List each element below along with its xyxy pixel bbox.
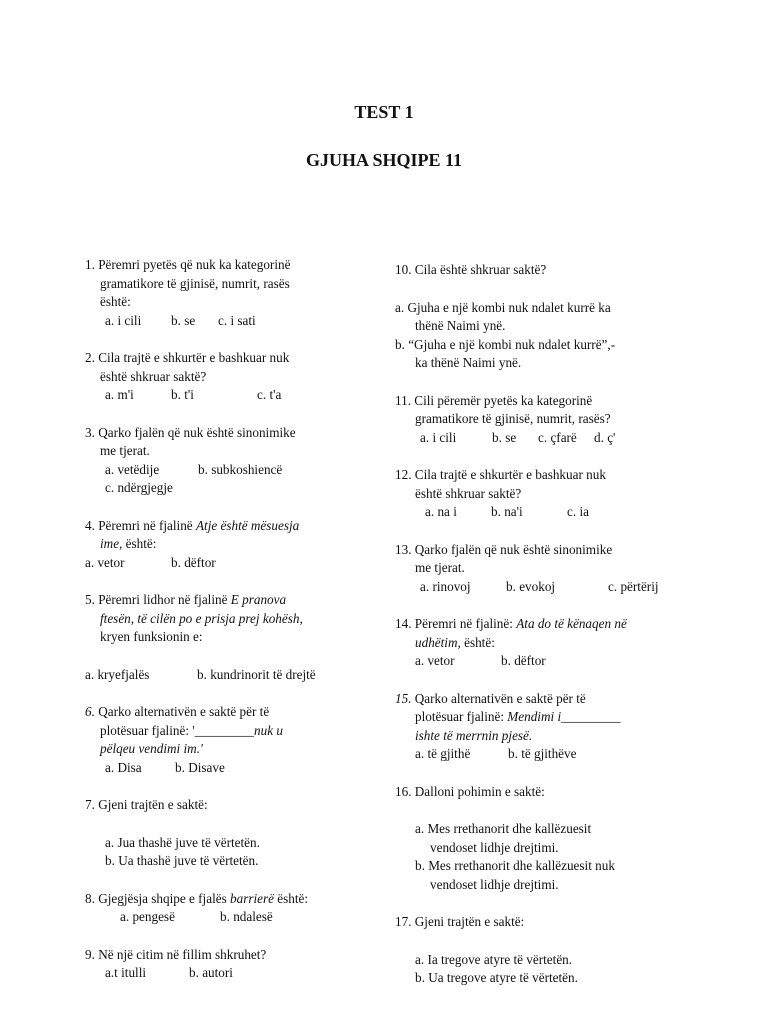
option-a[interactable]: a. i cili [420, 429, 457, 445]
question-7 [85, 796, 375, 871]
question-text [395, 634, 695, 653]
question-11 [395, 392, 695, 448]
option-b[interactable]: b. na'i [491, 504, 523, 519]
answer-options [395, 652, 695, 671]
quoted-sentence: pëlqeu vendimi im.' [100, 741, 203, 756]
option-b[interactable]: b. kundrinorit të drejtë [197, 666, 316, 682]
option-b[interactable]: b. Disave [175, 759, 225, 775]
quoted-sentence: udhëtim, [415, 634, 461, 650]
option-d[interactable]: d. ç' [594, 429, 616, 445]
question-14 [395, 615, 695, 671]
question-text [395, 708, 695, 727]
question-5 [85, 591, 375, 684]
option-b[interactable]: b. subkoshiencë [198, 461, 283, 477]
question-15 [395, 690, 695, 764]
fill-blank[interactable]: _________ [194, 722, 255, 738]
option-b[interactable]: b. se [492, 429, 517, 445]
answer-options [85, 666, 375, 685]
option-a[interactable]: a. Gjuha e një kombi nuk ndalet kurrë ka [395, 299, 611, 315]
answer-options [85, 759, 375, 778]
question-text [85, 591, 375, 610]
answer-options [85, 964, 375, 983]
question-text: me tjerat. [100, 443, 150, 458]
option-a[interactable]: a. Disa [105, 759, 142, 775]
quoted-sentence: Mendimi i [507, 709, 562, 724]
question-text [85, 517, 375, 536]
test-subtitle: GJUHA SHQIPE 11 [305, 150, 463, 170]
quoted-sentence: Ata do të kënaqen në [516, 616, 627, 631]
question-text: 4. Përemri në fjalinë [85, 517, 196, 533]
question-3 [85, 424, 375, 498]
answer-options [85, 479, 375, 498]
option-b-continued: ka thënë Naimi ynë. [415, 355, 522, 370]
question-10 [395, 261, 695, 373]
option-b[interactable]: b. “Gjuha e një kombi nuk ndalet kurrë”,- [395, 336, 616, 352]
option-a[interactable]: a. pengesë [120, 909, 175, 924]
answer-options [85, 386, 375, 405]
option-a-continued: vendoset lidhje drejtimi. [430, 839, 559, 855]
option-a[interactable]: a. vetor [85, 554, 125, 570]
answer-options [395, 503, 695, 522]
quoted-sentence: ime, [100, 536, 123, 551]
option-a[interactable]: a. i cili [105, 312, 142, 328]
answer-options [395, 578, 695, 597]
question-6 [85, 703, 375, 777]
quoted-word: barrierë [230, 890, 274, 906]
quoted-sentence: nuk u [254, 722, 283, 738]
option-c[interactable]: c. çfarë [538, 429, 577, 445]
option-c[interactable]: c. ia [567, 504, 589, 519]
option-a-continued: thënë Naimi ynë. [415, 318, 506, 333]
option-a[interactable]: a. na i [425, 504, 457, 519]
question-text: 13. Qarko fjalën që nuk është sinonimike [395, 541, 613, 557]
question-text: është: [100, 294, 131, 309]
question-text: 14. Përemri në fjalinë: [395, 616, 517, 631]
option-a[interactable]: a. rinovoj [420, 578, 471, 594]
test-title: TEST 1 [354, 102, 414, 122]
option-b-continued: vendoset lidhje drejtimi. [430, 876, 559, 892]
question-text: 16. Dalloni pohimin e saktë: [395, 783, 545, 799]
question-8 [85, 890, 375, 927]
option-b[interactable]: b. dëftor [501, 653, 546, 668]
left-column [85, 256, 375, 983]
quoted-sentence: Atje është mësuesja [195, 517, 300, 533]
question-text [85, 703, 375, 722]
question-text: 10. Cila është shkruar saktë? [395, 262, 547, 277]
question-4 [85, 517, 375, 573]
option-a[interactable]: a.t itulli [105, 965, 147, 980]
question-text: gramatikore të gjinisë, numrit, rasës? [415, 411, 611, 426]
answer-options [85, 554, 375, 573]
option-a[interactable]: a. Ia tregove atyre të vërtetën. [415, 951, 573, 967]
option-c[interactable]: c. përtërij [608, 578, 659, 594]
option-b[interactable]: b. Mes rrethanorit dhe kallëzuesit nuk [415, 858, 615, 873]
option-b[interactable]: b. Ua tregove atyre të vërtetën. [415, 970, 578, 985]
question-text [395, 615, 695, 634]
answer-options [395, 429, 695, 448]
answer-options [395, 745, 695, 764]
question-text [85, 722, 375, 741]
question-text: 2. Cila trajtë e shkurtër e bashkuar nuk [85, 350, 290, 365]
question-text [85, 535, 375, 554]
option-a[interactable]: a. vetor [415, 653, 455, 668]
option-b[interactable]: b. t'i [171, 387, 194, 402]
question-text: 8. Gjegjësja shqipe e fjalës [85, 890, 231, 906]
quoted-sentence: E pranova [230, 592, 287, 607]
question-text: Qarko alternativën e saktë për të [411, 690, 586, 706]
question-text: është shkruar saktë? [415, 485, 522, 501]
question-text: është: [460, 634, 495, 650]
question-text: Qarko alternativën e saktë për të [94, 704, 270, 719]
option-a[interactable]: a. të gjithë [415, 746, 471, 761]
question-number: 15. [395, 690, 412, 706]
option-b[interactable]: b. autori [189, 965, 233, 980]
question-text: 1. Përemri pyetës që nuk ka kategorinë [85, 257, 291, 272]
question-text: është: [122, 536, 157, 551]
option-a[interactable]: a. m'i [105, 387, 134, 402]
option-c[interactable]: c. i sati [218, 312, 256, 328]
answer-options [85, 908, 375, 927]
answer-options [85, 312, 375, 331]
option-c[interactable]: c. ndërgjegje [105, 480, 173, 495]
quoted-sentence: ishte të merrnin pjesë. [415, 727, 533, 743]
question-text: 3. Qarko fjalën që nuk është sinonimike [85, 424, 296, 440]
option-a[interactable]: a. Mes rrethanorit dhe kallëzuesit [415, 821, 592, 836]
question-text: është: [274, 890, 309, 906]
question-number: 6. [85, 704, 95, 719]
question-13 [395, 541, 695, 597]
question-text: 11. Cili përemër pyetës ka kategorinë [395, 392, 593, 408]
question-2 [85, 349, 375, 405]
option-a[interactable]: a. Jua thashë juve të vërtetën. [105, 834, 260, 850]
option-b[interactable]: b. të gjithëve [508, 746, 577, 761]
option-b[interactable]: b. ndalesë [220, 909, 273, 924]
question-text: 5. Përemri lidhor në fjalinë [85, 592, 231, 607]
question-text [395, 690, 695, 709]
question-text: 9. Në një citim në fillim shkruhet? [85, 946, 267, 962]
question-text: 7. Gjeni trajtën e saktë: [85, 797, 208, 812]
quoted-sentence: ftesën, të cilën po e prisja prej kohësh, [100, 610, 303, 626]
question-1 [85, 256, 375, 330]
question-text: është shkruar saktë? [100, 368, 207, 384]
option-b[interactable]: b. Ua thashë juve të vërtetën. [105, 853, 259, 868]
question-text: gramatikore të gjinisë, numrit, rasës [100, 275, 290, 291]
question-text: 12. Cila trajtë e shkurtër e bashkuar nuk [395, 467, 606, 482]
question-9 [85, 946, 375, 983]
right-column [395, 261, 695, 988]
answer-options [85, 461, 375, 480]
question-16 [395, 783, 695, 895]
option-b[interactable]: b. se [171, 312, 196, 328]
option-a[interactable]: a. vetëdije [105, 461, 160, 477]
option-c[interactable]: c. t'a [257, 387, 282, 402]
question-text [85, 890, 375, 909]
option-b[interactable]: b. dëftor [171, 554, 216, 570]
question-text: kryen funksionin e: [100, 629, 203, 644]
question-text: plotësuar fjalinë: [415, 709, 508, 724]
question-text: plotësuar fjalinë: ' [100, 722, 195, 738]
question-17 [395, 913, 695, 988]
question-text: 17. Gjeni trajtën e saktë: [395, 914, 525, 929]
option-a[interactable]: a. kryefjalës [85, 666, 150, 682]
question-12 [395, 466, 695, 522]
question-text: me tjerat. [415, 560, 465, 575]
option-b[interactable]: b. evokoj [506, 578, 556, 594]
fill-blank[interactable]: _________ [561, 709, 621, 724]
